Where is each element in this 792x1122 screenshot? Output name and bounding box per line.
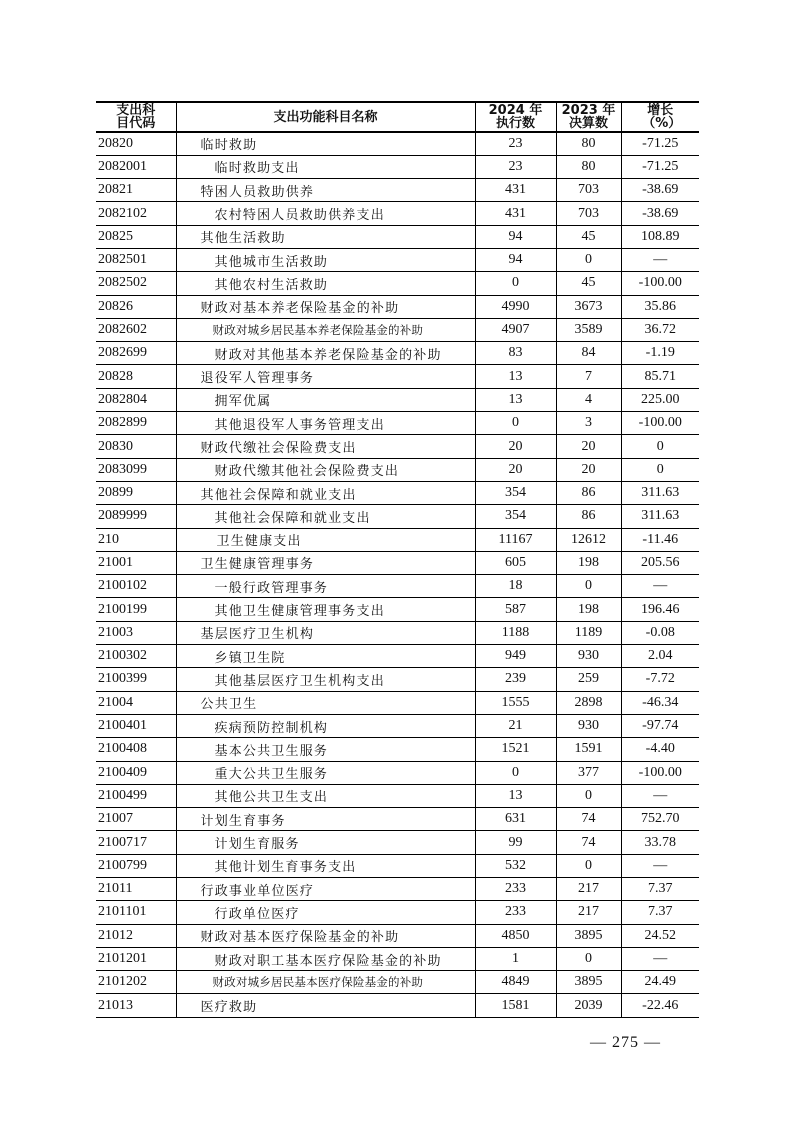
cell-growth: -100.00 [621, 412, 699, 435]
cell-final-2023: 259 [556, 668, 621, 691]
cell-name: 财政对职工基本医疗保险基金的补助 [176, 947, 475, 970]
cell-final-2023: 1189 [556, 621, 621, 644]
table-row [96, 342, 699, 365]
cell-growth: — [621, 947, 699, 970]
cell-name: 临时救助支出 [176, 155, 475, 178]
cell-exec-2024: 4850 [475, 924, 556, 947]
cell-growth: 24.52 [621, 924, 699, 947]
cell-exec-2024: 949 [475, 645, 556, 668]
table-row [96, 318, 699, 341]
cell-code: 21004 [96, 691, 176, 714]
cell-final-2023: 198 [556, 551, 621, 574]
cell-name: 财政对城乡居民基本医疗保险基金的补助 [176, 971, 475, 994]
cell-exec-2024: 4907 [475, 318, 556, 341]
cell-growth: 85.71 [621, 365, 699, 388]
table-row [96, 202, 699, 225]
cell-code: 2100399 [96, 668, 176, 691]
table-row [96, 784, 699, 807]
cell-final-2023: 2898 [556, 691, 621, 714]
cell-final-2023: 703 [556, 202, 621, 225]
cell-code: 21013 [96, 994, 176, 1017]
cell-code: 2082602 [96, 318, 176, 341]
cell-final-2023: 80 [556, 132, 621, 155]
table-row [96, 155, 699, 178]
cell-exec-2024: 587 [475, 598, 556, 621]
cell-code: 20825 [96, 225, 176, 248]
cell-name: 财政对基本医疗保险基金的补助 [176, 924, 475, 947]
cell-exec-2024: 354 [475, 505, 556, 528]
cell-growth: 2.04 [621, 645, 699, 668]
cell-final-2023: 84 [556, 342, 621, 365]
cell-final-2023: 0 [556, 248, 621, 271]
cell-exec-2024: 23 [475, 132, 556, 155]
cell-growth: -71.25 [621, 132, 699, 155]
cell-growth: — [621, 248, 699, 271]
cell-final-2023: 3895 [556, 924, 621, 947]
cell-name: 财政对其他基本养老保险基金的补助 [176, 342, 475, 365]
cell-exec-2024: 532 [475, 854, 556, 877]
cell-final-2023: 45 [556, 225, 621, 248]
cell-code: 20828 [96, 365, 176, 388]
cell-exec-2024: 18 [475, 575, 556, 598]
cell-final-2023: 20 [556, 435, 621, 458]
cell-name: 基层医疗卫生机构 [176, 621, 475, 644]
cell-name: 其他公共卫生支出 [176, 784, 475, 807]
cell-final-2023: 20 [556, 458, 621, 481]
table-row [96, 225, 699, 248]
cell-exec-2024: 631 [475, 808, 556, 831]
cell-exec-2024: 20 [475, 458, 556, 481]
table-row [96, 132, 699, 155]
cell-final-2023: 198 [556, 598, 621, 621]
cell-growth: -1.19 [621, 342, 699, 365]
cell-growth: 33.78 [621, 831, 699, 854]
cell-code: 2082502 [96, 272, 176, 295]
cell-final-2023: 86 [556, 481, 621, 504]
table-row [96, 971, 699, 994]
cell-name: 卫生健康管理事务 [176, 551, 475, 574]
cell-code: 2100102 [96, 575, 176, 598]
cell-code: 21001 [96, 551, 176, 574]
cell-final-2023: 2039 [556, 994, 621, 1017]
table-row [96, 365, 699, 388]
cell-code: 20820 [96, 132, 176, 155]
cell-final-2023: 4 [556, 388, 621, 411]
table-row [96, 714, 699, 737]
table-row [96, 458, 699, 481]
table-row [96, 831, 699, 854]
cell-exec-2024: 1581 [475, 994, 556, 1017]
cell-name: 农村特困人员救助供养支出 [176, 202, 475, 225]
table-row [96, 761, 699, 784]
cell-code: 2100408 [96, 738, 176, 761]
cell-name: 退役军人管理事务 [176, 365, 475, 388]
cell-final-2023: 0 [556, 854, 621, 877]
cell-name: 财政代缴社会保险费支出 [176, 435, 475, 458]
cell-code: 2100409 [96, 761, 176, 784]
cell-exec-2024: 233 [475, 901, 556, 924]
cell-code: 2101101 [96, 901, 176, 924]
cell-growth: -0.08 [621, 621, 699, 644]
cell-final-2023: 3589 [556, 318, 621, 341]
table-row [96, 272, 699, 295]
cell-code: 2082102 [96, 202, 176, 225]
table-row [96, 738, 699, 761]
cell-growth: -100.00 [621, 272, 699, 295]
table-row [96, 598, 699, 621]
table-row [96, 924, 699, 947]
cell-name: 其他城市生活救助 [176, 248, 475, 271]
cell-exec-2024: 94 [475, 225, 556, 248]
cell-name: 乡镇卫生院 [176, 645, 475, 668]
cell-exec-2024: 605 [475, 551, 556, 574]
cell-exec-2024: 431 [475, 179, 556, 202]
cell-growth: -22.46 [621, 994, 699, 1017]
cell-name: 计划生育服务 [176, 831, 475, 854]
cell-name: 重大公共卫生服务 [176, 761, 475, 784]
cell-growth: 225.00 [621, 388, 699, 411]
table-row [96, 901, 699, 924]
cell-name: 基本公共卫生服务 [176, 738, 475, 761]
cell-growth: -100.00 [621, 761, 699, 784]
table-row [96, 947, 699, 970]
cell-code: 210 [96, 528, 176, 551]
cell-name: 其他计划生育事务支出 [176, 854, 475, 877]
table-row [96, 878, 699, 901]
cell-exec-2024: 13 [475, 784, 556, 807]
cell-growth: 205.56 [621, 551, 699, 574]
table-row [96, 412, 699, 435]
cell-exec-2024: 233 [475, 878, 556, 901]
cell-code: 2083099 [96, 458, 176, 481]
cell-name: 疾病预防控制机构 [176, 714, 475, 737]
cell-growth: -11.46 [621, 528, 699, 551]
cell-name: 其他社会保障和就业支出 [176, 505, 475, 528]
table-row [96, 551, 699, 574]
cell-growth: -71.25 [621, 155, 699, 178]
cell-exec-2024: 99 [475, 831, 556, 854]
cell-code: 2101202 [96, 971, 176, 994]
cell-name: 公共卫生 [176, 691, 475, 714]
cell-code: 2082501 [96, 248, 176, 271]
table-row [96, 575, 699, 598]
table-body [96, 132, 699, 1017]
cell-final-2023: 0 [556, 575, 621, 598]
cell-growth: 752.70 [621, 808, 699, 831]
cell-exec-2024: 13 [475, 365, 556, 388]
cell-exec-2024: 431 [475, 202, 556, 225]
table-row [96, 854, 699, 877]
cell-name: 其他卫生健康管理事务支出 [176, 598, 475, 621]
cell-exec-2024: 1188 [475, 621, 556, 644]
cell-code: 2082804 [96, 388, 176, 411]
cell-code: 21012 [96, 924, 176, 947]
cell-growth: 7.37 [621, 878, 699, 901]
cell-exec-2024: 1 [475, 947, 556, 970]
cell-name: 计划生育事务 [176, 808, 475, 831]
cell-growth: 311.63 [621, 505, 699, 528]
cell-code: 20899 [96, 481, 176, 504]
cell-exec-2024: 0 [475, 272, 556, 295]
cell-code: 2100799 [96, 854, 176, 877]
cell-code: 2100499 [96, 784, 176, 807]
cell-code: 21003 [96, 621, 176, 644]
header-growth: 增长（%） [621, 102, 699, 132]
cell-growth: -38.69 [621, 179, 699, 202]
cell-exec-2024: 354 [475, 481, 556, 504]
cell-code: 2100302 [96, 645, 176, 668]
header-code: 支出科目代码 [96, 102, 176, 132]
cell-final-2023: 74 [556, 831, 621, 854]
cell-code: 2100199 [96, 598, 176, 621]
cell-growth: 196.46 [621, 598, 699, 621]
cell-name: 临时救助 [176, 132, 475, 155]
cell-name: 行政单位医疗 [176, 901, 475, 924]
table-row [96, 295, 699, 318]
cell-final-2023: 3673 [556, 295, 621, 318]
cell-name: 拥军优属 [176, 388, 475, 411]
cell-code: 2082001 [96, 155, 176, 178]
table-row [96, 505, 699, 528]
cell-name: 行政事业单位医疗 [176, 878, 475, 901]
cell-exec-2024: 83 [475, 342, 556, 365]
cell-exec-2024: 11167 [475, 528, 556, 551]
cell-name: 卫生健康支出 [176, 528, 475, 551]
cell-final-2023: 74 [556, 808, 621, 831]
table-row [96, 668, 699, 691]
cell-final-2023: 930 [556, 714, 621, 737]
table-row [96, 528, 699, 551]
cell-exec-2024: 1521 [475, 738, 556, 761]
cell-exec-2024: 4849 [475, 971, 556, 994]
cell-growth: -46.34 [621, 691, 699, 714]
table-row [96, 645, 699, 668]
table-row [96, 481, 699, 504]
cell-name: 一般行政管理事务 [176, 575, 475, 598]
cell-final-2023: 1591 [556, 738, 621, 761]
cell-name: 其他生活救助 [176, 225, 475, 248]
cell-final-2023: 217 [556, 901, 621, 924]
header-name: 支出功能科目名称 [176, 102, 475, 132]
cell-growth: 36.72 [621, 318, 699, 341]
cell-growth: — [621, 575, 699, 598]
cell-growth: 311.63 [621, 481, 699, 504]
cell-final-2023: 703 [556, 179, 621, 202]
header-exec-2024: 2024 年执行数 [475, 102, 556, 132]
cell-exec-2024: 23 [475, 155, 556, 178]
cell-name: 其他基层医疗卫生机构支出 [176, 668, 475, 691]
cell-exec-2024: 13 [475, 388, 556, 411]
cell-code: 21011 [96, 878, 176, 901]
cell-code: 2100717 [96, 831, 176, 854]
cell-name: 其他农村生活救助 [176, 272, 475, 295]
cell-final-2023: 930 [556, 645, 621, 668]
cell-growth: — [621, 784, 699, 807]
cell-growth: 35.86 [621, 295, 699, 318]
cell-code: 21007 [96, 808, 176, 831]
cell-code: 2082899 [96, 412, 176, 435]
cell-exec-2024: 20 [475, 435, 556, 458]
cell-growth: 0 [621, 458, 699, 481]
budget-table [96, 101, 699, 1018]
cell-exec-2024: 239 [475, 668, 556, 691]
cell-final-2023: 86 [556, 505, 621, 528]
cell-exec-2024: 0 [475, 761, 556, 784]
table-row [96, 179, 699, 202]
cell-final-2023: 7 [556, 365, 621, 388]
cell-final-2023: 80 [556, 155, 621, 178]
cell-name: 财政对基本养老保险基金的补助 [176, 295, 475, 318]
cell-final-2023: 3895 [556, 971, 621, 994]
table-row [96, 808, 699, 831]
cell-growth: -97.74 [621, 714, 699, 737]
cell-name: 财政代缴其他社会保险费支出 [176, 458, 475, 481]
cell-final-2023: 0 [556, 947, 621, 970]
cell-exec-2024: 0 [475, 412, 556, 435]
table-row [96, 435, 699, 458]
cell-name: 医疗救助 [176, 994, 475, 1017]
cell-final-2023: 3 [556, 412, 621, 435]
cell-growth: 0 [621, 435, 699, 458]
cell-code: 20821 [96, 179, 176, 202]
cell-growth: 7.37 [621, 901, 699, 924]
cell-exec-2024: 21 [475, 714, 556, 737]
cell-growth: — [621, 854, 699, 877]
cell-exec-2024: 94 [475, 248, 556, 271]
table-row [96, 691, 699, 714]
table-row [96, 994, 699, 1017]
cell-growth: 108.89 [621, 225, 699, 248]
cell-final-2023: 217 [556, 878, 621, 901]
table-row [96, 248, 699, 271]
table-row [96, 388, 699, 411]
cell-growth: -38.69 [621, 202, 699, 225]
cell-exec-2024: 1555 [475, 691, 556, 714]
cell-code: 2082699 [96, 342, 176, 365]
cell-code: 2101201 [96, 947, 176, 970]
header-final-2023: 2023 年决算数 [556, 102, 621, 132]
cell-final-2023: 45 [556, 272, 621, 295]
cell-name: 其他社会保障和就业支出 [176, 481, 475, 504]
cell-growth: -7.72 [621, 668, 699, 691]
cell-name: 财政对城乡居民基本养老保险基金的补助 [176, 318, 475, 341]
table-row [96, 621, 699, 644]
cell-growth: 24.49 [621, 971, 699, 994]
page-number: — 275 — [590, 1034, 661, 1051]
cell-code: 2100401 [96, 714, 176, 737]
cell-final-2023: 0 [556, 784, 621, 807]
cell-code: 2089999 [96, 505, 176, 528]
cell-growth: -4.40 [621, 738, 699, 761]
cell-final-2023: 12612 [556, 528, 621, 551]
cell-final-2023: 377 [556, 761, 621, 784]
cell-name: 其他退役军人事务管理支出 [176, 412, 475, 435]
cell-name: 特困人员救助供养 [176, 179, 475, 202]
cell-exec-2024: 4990 [475, 295, 556, 318]
table-header-row [96, 102, 699, 132]
cell-code: 20826 [96, 295, 176, 318]
cell-code: 20830 [96, 435, 176, 458]
